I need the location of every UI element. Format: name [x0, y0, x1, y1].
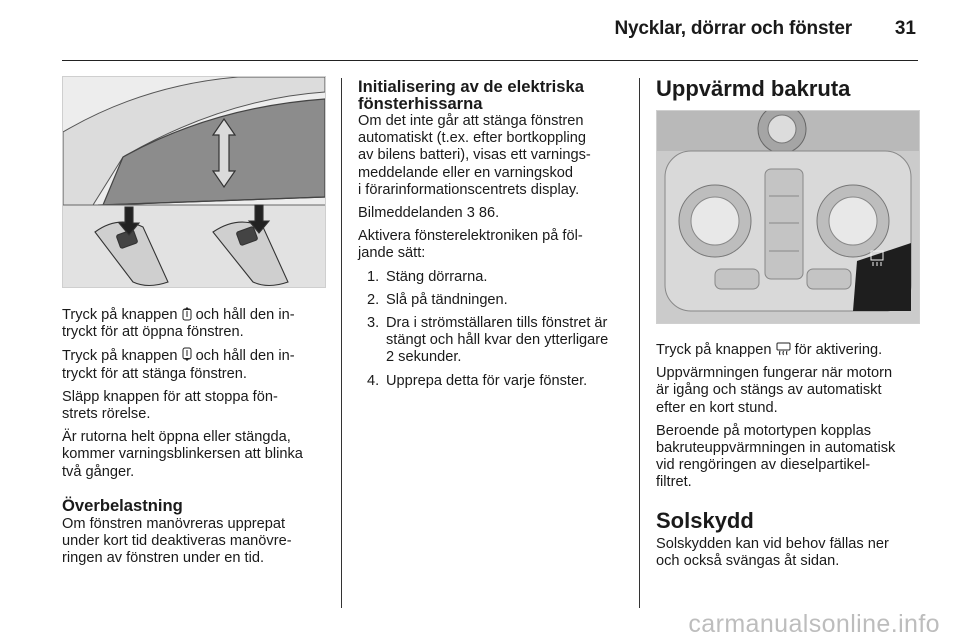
window-up-icon	[182, 306, 192, 321]
header-rule	[62, 60, 918, 61]
right-column	[656, 76, 920, 576]
heading-sun-visor: Solskydd	[656, 507, 754, 533]
paragraph-overload: Om fönstren manövreras upprepat under kort tid deaktiveras manövre- ringen av fönstren under en tid.	[62, 515, 292, 567]
left-column	[62, 76, 330, 573]
window-switch-illustration	[63, 77, 325, 287]
paragraph-sun-visor: Solskydden kan vid behov fällas ner och också svängas åt sidan.	[656, 535, 889, 569]
paragraph-press-defrost: Tryck på knappen för aktivering.	[656, 342, 883, 358]
middle-column	[358, 78, 630, 396]
paragraph-initialization: Om det inte går att stänga fönstren automatiskt (t.ex. efter bortkoppling av bilens batteri), visas ett varnings- meddelande eller en varningskod i förarinformationscentrets display.	[358, 113, 591, 198]
watermark: carmanualsonline.info	[688, 610, 940, 638]
window-down-icon	[182, 347, 192, 362]
paragraph-heating-works: Uppvärmningen fungerar när motorn är igång och stängs av automatiskt efter en kort stund.	[656, 365, 893, 416]
rear-window-heater-icon	[776, 342, 791, 356]
paragraph-diesel-filter: Beroende på motortypen kopplas bakruteuppvärmningen in automatisk vid rengöringen av dieselpartikel- filtret.	[656, 422, 896, 491]
window-switch-figure	[62, 76, 326, 288]
heading-overload: Överbelastning	[62, 495, 183, 515]
page-reference-arrow: 3	[466, 205, 475, 222]
heading-heated-rear-window: Uppvärmd bakruta	[656, 76, 851, 101]
column-divider-1	[341, 78, 342, 608]
paragraph-stop-window: Släpp knappen för att stoppa fön- strets rörelse.	[62, 388, 278, 423]
heading-initialization: Initialisering av de elektriska fönsterhissarna	[358, 77, 584, 113]
list-item: 3. Dra i strömställaren tills fönstret är stängt och håll kvar den ytterligare 2 sekunder.	[367, 315, 609, 366]
paragraph-activate: Aktivera fönsterelektroniken på föl- jande sätt:	[358, 228, 583, 262]
climate-panel-figure	[656, 110, 920, 324]
list-item: 2. Slå på tändningen.	[367, 291, 508, 308]
paragraph-open-window: Tryck på knappen och håll den in- tryckt för att öppna fönstren.	[62, 307, 295, 341]
paragraph-vehicle-messages-ref: Bilmeddelanden 3 86.	[358, 205, 500, 222]
page-number: 31	[894, 18, 916, 39]
steps-list	[358, 269, 630, 390]
paragraph-close-window: Tryck på knappen och håll den in- tryckt för att stänga fönstren.	[62, 348, 295, 382]
paragraph-hazard-blink: Är rutorna helt öppna eller stängda, kommer varningsblinkersen att blinka två gånger.	[62, 429, 303, 480]
running-header-title: Nycklar, dörrar och fönster	[614, 18, 852, 39]
climate-panel-illustration	[657, 111, 919, 323]
column-divider-2	[639, 78, 640, 608]
list-item: 1. Stäng dörrarna.	[367, 268, 488, 285]
list-item: 4. Upprepa detta för varje fönster.	[367, 372, 588, 389]
